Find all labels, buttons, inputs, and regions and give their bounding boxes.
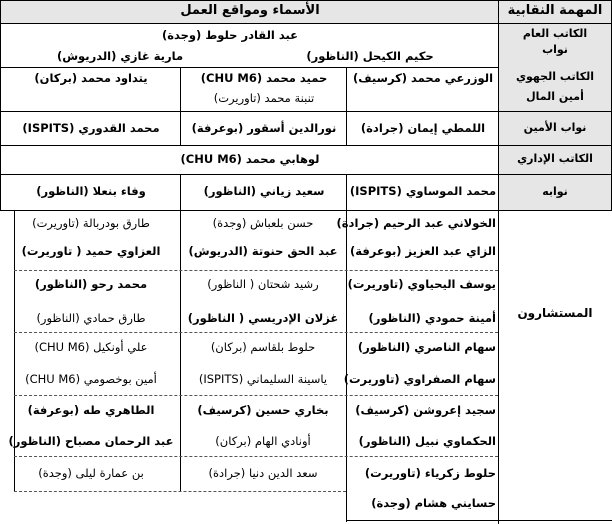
sec-general-name: عبد القادر حلوط (وجدة) <box>161 28 299 42</box>
col-line <box>346 111 347 145</box>
names-column-title: الأسماء ومواقع العمل <box>180 3 320 18</box>
col-line <box>180 67 181 111</box>
advisor-name: حلوط زكرياء (تاوريرت) <box>364 466 496 480</box>
treasurer-deputy-name: محمد القدوري (ISPITS) <box>22 121 160 135</box>
col-line <box>346 67 347 111</box>
deputy-name: حكيم الكيحل (الناظور) <box>306 49 434 63</box>
role-advisors: المستشارون <box>517 306 593 320</box>
advisor-name: بن عمارة ليلى (وجدة) <box>38 466 144 480</box>
frame-top <box>0 0 612 1</box>
advisor-name: حلوط بلقاسم (بركان) <box>210 340 316 354</box>
role-treasurer: أمين المال <box>526 90 584 103</box>
advisor-name: الخولاني عبد الرحيم (جرادة) <box>336 216 496 230</box>
advisors-separator <box>14 491 346 492</box>
advisors-col-line <box>180 210 181 492</box>
row-line <box>0 145 612 146</box>
role-deputies: نواب <box>542 43 568 56</box>
advisor-name: أمينة حمودي (الناظور) <box>368 311 496 325</box>
advisor-name: العزاوي حميد ( تاوريرت) <box>21 244 161 258</box>
regional-name: تنبنة محمد (تاوريرت) <box>213 91 315 105</box>
advisor-name: حسن بلعباش (وجدة) <box>212 216 314 230</box>
advisor-name: الزاي عبد العزيز (بوعرفة) <box>349 244 496 258</box>
advisor-name: محمد رحو (الناظور) <box>34 277 148 291</box>
advisor-name: الحكماوي نبيل (الناظور) <box>358 434 496 448</box>
deputy2-name: وفاء بنعلا (الناظور) <box>36 184 146 198</box>
role-admin-secretary: الكاتب الإداري <box>517 152 593 165</box>
admin-secretary-name: لوهابي محمد (CHU M6) <box>180 152 320 166</box>
role-regional-secretary: الكاتب الجهوي <box>515 70 595 83</box>
advisor-name: رشيد شحتان ( الناظور) <box>207 277 319 291</box>
advisor-name: حسايني هشام (وجدة) <box>371 496 496 510</box>
advisor-name: عبد الحق حنوتة (الدريوش) <box>188 244 338 258</box>
advisor-name: سعد الدين دنيا (جرادة) <box>208 466 318 480</box>
col-line <box>180 111 181 145</box>
treasurer-deputy-name: نورالدين أسقور (بوعرفة) <box>191 121 337 135</box>
regional-name: يتداود محمد (بركان) <box>34 71 148 85</box>
deputy-name: مارية غازي (الدريوش) <box>56 49 184 63</box>
role-secretary-general: الكاتب العام <box>522 27 588 40</box>
advisor-name: سهام الناصري (الناظور) <box>357 340 496 354</box>
role-column-title: المهمة النقابية <box>507 3 603 18</box>
col-line <box>180 174 181 210</box>
role-deputies-2: نوابه <box>542 185 568 198</box>
advisor-name: غزلان الإدريسي ( الناظور) <box>187 311 339 325</box>
bottom-line <box>346 520 612 521</box>
row-line <box>0 210 612 211</box>
deputy2-name: سعيد زياني (الناظور) <box>203 184 325 198</box>
advisor-name: أونادي الهام (بركان) <box>215 434 311 448</box>
advisor-name: طارق حمادي (الناظور) <box>36 311 146 325</box>
advisor-name: علي أونكيل (CHU M6) <box>34 340 148 354</box>
advisor-name: أمين بوخصومي (CHU M6) <box>25 372 157 386</box>
role-treasurer-deputies: نواب الأمين <box>523 121 587 134</box>
advisor-name: الطاهري طه (بوعرفة) <box>27 403 155 417</box>
col-line <box>346 174 347 210</box>
regional-name: حميد محمد (CHU M6) <box>200 71 328 85</box>
row-line <box>0 67 498 68</box>
advisor-name: ياسينة السليماني (ISPITS) <box>198 372 328 386</box>
advisors-separator <box>14 456 498 457</box>
advisor-name: سجيد إعروشن (كرسيف) <box>355 403 496 417</box>
advisor-name: عبد الرحمان مصباح (الناظور) <box>8 434 174 448</box>
row-line <box>0 23 612 24</box>
advisors-separator <box>14 395 498 396</box>
advisor-name: يوسف اليحياوي (تاوريرت) <box>347 277 496 291</box>
row-line <box>0 111 612 112</box>
deputy2-name: محمد الموساوي (ISPITS) <box>349 184 497 198</box>
advisors-separator <box>14 270 498 271</box>
advisor-name: بخاري حسين (كرسيف) <box>197 403 329 417</box>
treasurer-deputy-name: اللمطي إيمان (جرادة) <box>360 121 486 135</box>
row-line <box>0 174 612 175</box>
advisor-name: طارق بودربالة (تاوريرت) <box>32 216 150 230</box>
regional-name: الوزرعي محمد (كرسيف) <box>352 71 494 85</box>
advisors-separator <box>14 332 498 333</box>
advisor-name: سهام الصفراوي (تاوريرت) <box>343 372 496 386</box>
frame-left <box>0 0 1 211</box>
role-divider <box>498 0 499 524</box>
advisors-col-line <box>346 210 347 522</box>
